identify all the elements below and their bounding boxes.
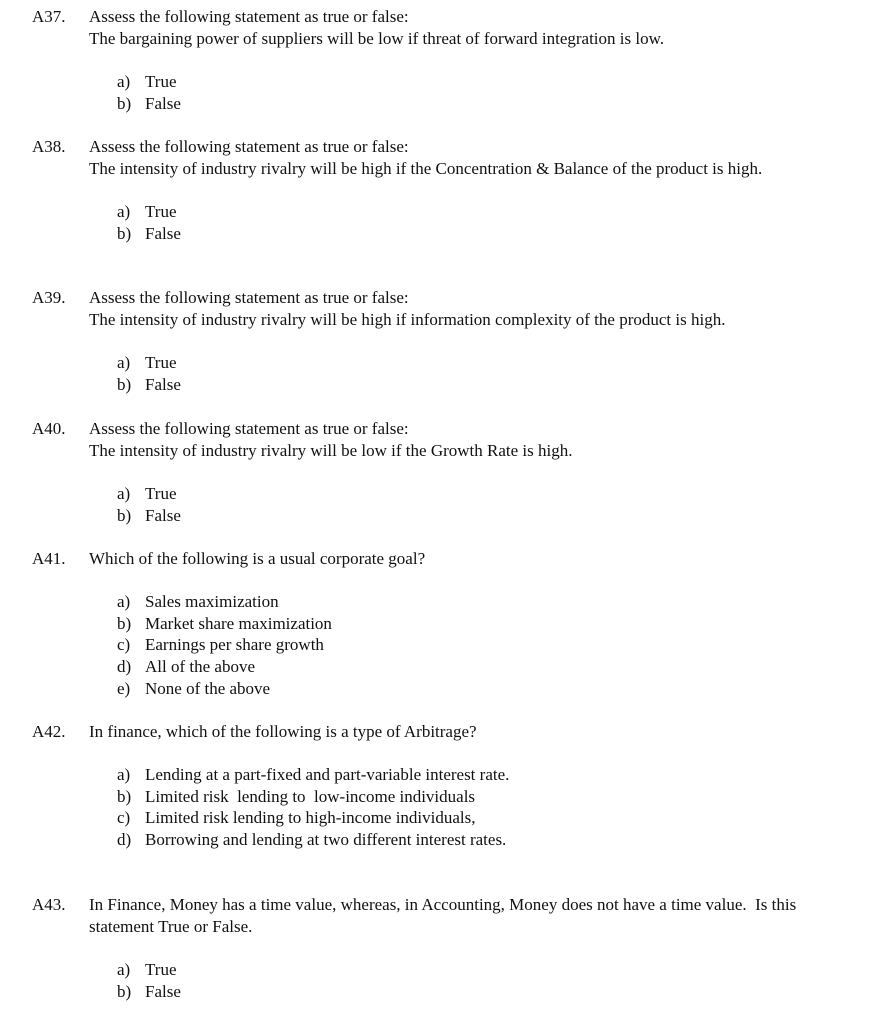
question-line: The intensity of industry rivalry will be low if the Growth Rate is high.: [89, 440, 573, 460]
question-text: [89, 548, 879, 570]
options-list: [117, 959, 181, 1002]
option-a[interactable]: a) True: [117, 202, 177, 221]
options-list: [117, 483, 181, 526]
question-line: The intensity of industry rivalry will be high if information complexity of the product is high.: [89, 309, 726, 329]
option-a[interactable]: a) Sales maximization: [117, 592, 279, 611]
option-c[interactable]: c) Limited risk lending to high-income individuals,: [117, 808, 476, 828]
question-number: A42.: [32, 722, 66, 741]
question-line: statement True or False.: [89, 916, 253, 936]
question-text: [89, 136, 879, 179]
option-c[interactable]: c) Earnings per share growth: [117, 635, 324, 655]
question-text: [89, 894, 879, 937]
option-b[interactable]: b) False: [117, 374, 181, 394]
question-text: [89, 6, 879, 49]
question-number: A40.: [32, 419, 66, 438]
option-d[interactable]: d) Borrowing and lending at two different interest rates.: [117, 830, 507, 850]
option-a[interactable]: a) True: [117, 353, 177, 372]
question-line: In Finance, Money has a time value, whereas, in Accounting, Money does not have a time value. Is this: [89, 895, 797, 914]
question-line: Which of the following is a usual corporate goal?: [89, 549, 426, 568]
options-list: [117, 71, 181, 114]
question-text: [89, 721, 879, 743]
question-line: In finance, which of the following is a type of Arbitrage?: [89, 722, 477, 741]
question-line: The bargaining power of suppliers will be low if threat of forward integration is low.: [89, 28, 665, 48]
option-a[interactable]: a) True: [117, 72, 177, 91]
option-b[interactable]: b) Limited risk lending to low-income individuals: [117, 786, 476, 806]
question-line: Assess the following statement as true or false:: [89, 137, 409, 156]
question-text: [89, 287, 879, 330]
option-b[interactable]: b) False: [117, 505, 181, 525]
options-list: [117, 201, 181, 244]
options-list: [117, 591, 332, 699]
option-d[interactable]: d) All of the above: [117, 657, 255, 677]
question-number: A37.: [32, 7, 66, 26]
option-a[interactable]: a) True: [117, 960, 177, 979]
question-number: A43.: [32, 895, 66, 914]
option-b[interactable]: b) False: [117, 223, 181, 243]
option-e[interactable]: e) None of the above: [117, 678, 271, 698]
option-b[interactable]: b) False: [117, 93, 181, 113]
option-a[interactable]: a) True: [117, 484, 177, 503]
question-number: A39.: [32, 288, 66, 307]
question-line: Assess the following statement as true or false:: [89, 419, 409, 438]
question-text: [89, 418, 879, 461]
question-number: A38.: [32, 137, 66, 156]
option-a[interactable]: a) Lending at a part-fixed and part-variable interest rate.: [117, 765, 510, 784]
options-list: [117, 764, 509, 851]
question-number: A41.: [32, 549, 66, 568]
question-line: Assess the following statement as true or false:: [89, 288, 409, 307]
question-line: Assess the following statement as true or false:: [89, 7, 409, 26]
option-b[interactable]: b) Market share maximization: [117, 613, 332, 633]
question-line: The intensity of industry rivalry will be high if the Concentration & Balance of the product is high.: [89, 158, 763, 178]
options-list: [117, 352, 181, 395]
option-b[interactable]: b) False: [117, 981, 181, 1001]
